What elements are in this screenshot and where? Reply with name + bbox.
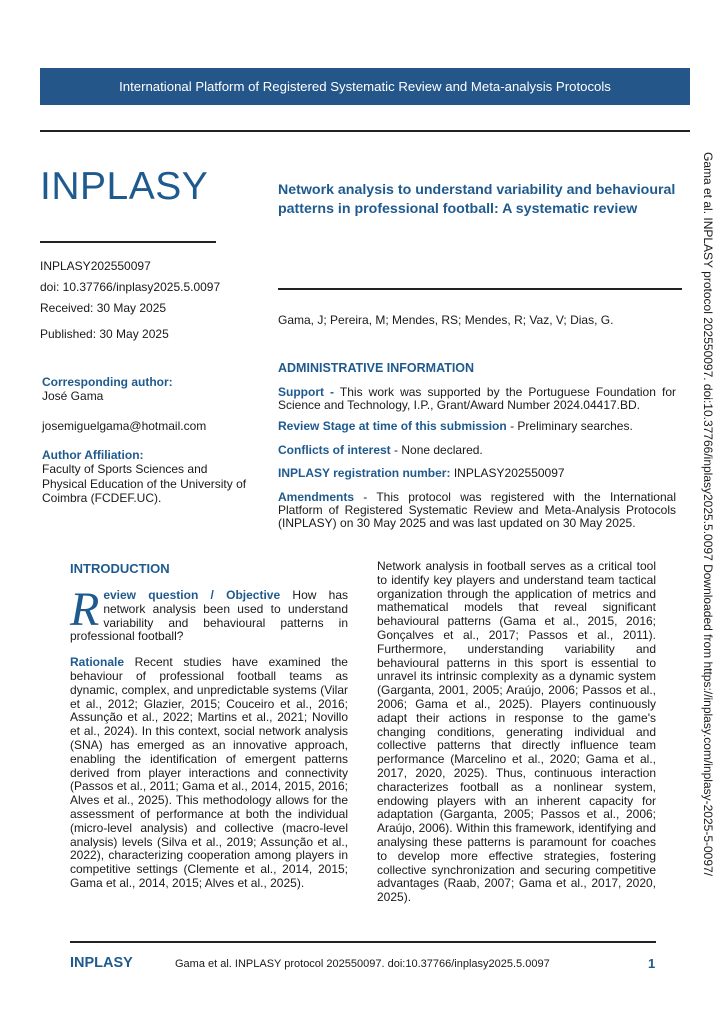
registration-label: INPLASY registration number: (278, 466, 451, 480)
conflicts (278, 444, 676, 457)
page-number: 1 (648, 956, 656, 971)
conflicts-label: Conflicts of interest (278, 443, 391, 457)
doi[interactable]: doi: 10.37766/inplasy2025.5.0097 (40, 280, 221, 294)
introduction-heading: INTRODUCTION (70, 561, 170, 576)
rationale-label: Rationale (70, 655, 125, 670)
drop-cap: R (70, 583, 100, 636)
review-question (70, 583, 349, 644)
protocol-id: INPLASY202550097 (40, 259, 151, 273)
review-question-label: eview question / Objective (103, 588, 281, 602)
support-label: Support - (278, 385, 335, 399)
review-text: - Preliminary searches. (510, 419, 633, 433)
affiliation-text: Faculty of Sports Sciences and Physical Education of the University of Coimbra (FCDEF.UC). (42, 462, 247, 505)
rationale (70, 656, 348, 891)
left-column (70, 583, 349, 891)
author-list: Gama, J; Pereira, M; Mendes, RS; Mendes, R; Vaz, V; Dias, G. (278, 313, 614, 327)
amendments-label: Amendments (278, 490, 355, 504)
registration-text: INPLASY202550097 (453, 466, 565, 480)
header-banner: International Platform of Registered Systematic Review and Meta-analysis Protocols (40, 68, 690, 105)
footer-citation: Gama et al. INPLASY protocol 202550097. doi:10.37766/inplasy2025.5.0097 (175, 958, 550, 970)
title-divider (278, 288, 682, 290)
published-date: Published: 30 May 2025 (40, 327, 169, 341)
support-text: This work was supported by the Portuguese Foundation for Science and Technology, I.P., Grant/Award Number 2024.04417.BD. (278, 385, 676, 413)
rationale-text: Recent studies have examined the behaviour of professional football teams as dynamic, complex, and unpredictable systems (Vilar et al., 2012; Glazier, 2015; Couceiro et al., 2016; Assunção et al., 2022; Martins et al., 2021; Novillo et al., 2024). In this context, social network analysis (SNA) has emerged as an innovative approach, enabling the identification of emergent patterns derived from player interactions and connectivity (Passos et al., 2011; Gama et al., 2014, 2015, 2016; Alves et al., 2025). This methodology allows for the assessment of performance at both the individual (micro-level analysis) and collective (macro-level analysis) levels (Silva et al., 2019; Assunção et al., 2022), characterizing cooperation among players in competitive settings (Clemente et al., 2014, 2015; Gama et al., 2014, 2015; Alves et al., 2025). (70, 655, 348, 890)
received-date: Received: 30 May 2025 (40, 301, 167, 315)
admin-heading: ADMINISTRATIVE INFORMATION (278, 361, 475, 375)
vertical-citation-text: Gama et al. INPLASY protocol 202550097. doi:10.37766/inplasy2025.5.0097 Downloaded from https://inplasy.com/inplasy-2025-5-0097/ (701, 152, 715, 877)
registration-number (278, 467, 676, 480)
top-divider (40, 130, 690, 132)
support-info (278, 386, 676, 412)
amendments (278, 491, 676, 531)
brand-logo: INPLASY (40, 165, 209, 208)
review-question-text: How has network analysis been used to understand variability and behavioural patterns in professional football? (70, 588, 349, 644)
paper-title: Network analysis to understand variability and behavioural patterns in professional football: A systematic review (278, 182, 676, 217)
right-column: Network analysis in football serves as a critical tool to identify key players and understand team tactical organization through the application of metrics and mathematical models that reveal significant behavioural patterns (Gama et al., 2015, 2016; Gonçalves et al., 2017; Passos et al., 2011). Furthermore, understanding variability and behavioural patterns in this sport is essential to unravel its intrinsic complexity as a dynamic system (Garganta, 2001, 2005; Araújo, 2006; Passos et al., 2006; Gama et al., 2025). Players continuously adapt their actions in response to the game's changing conditions, generating individual and collective patterns that directly influence team performance (Marcelino et al., 2020; Gama et al., 2017, 2020, 2025). Thus, continuous interaction characterizes football as a nonlinear system, endowing players with an inherent capacity for adaptation (Garganta, 2005; Passos et al., 2006; Araújo, 2006). Within this framework, identifying and analysing these patterns is paramount for coaches to develop more effective strategies, fostering collective synchronization and securing competitive advantages (Raab, 2007; Gama et al., 2017, 2020, 2025). (377, 559, 656, 905)
vertical-citation (700, 152, 720, 992)
review-stage (278, 420, 676, 433)
corresponding-author-name: José Gama (42, 389, 104, 403)
amendments-text: - This protocol was registered with the International Platform of Registered Systematic Review and Meta-Analysis Protocols (INPLASY) on 30 May 2025 and was last updated on 30 May 2025. (278, 490, 676, 531)
brand-divider (40, 241, 216, 243)
affiliation-label: Author Affiliation: (42, 448, 144, 462)
review-label: Review Stage at time of this submission (278, 419, 507, 433)
footer-divider (70, 941, 656, 943)
corresponding-author-label: Corresponding author: (42, 375, 173, 389)
conflicts-text: - None declared. (394, 443, 483, 457)
footer-brand: INPLASY (70, 955, 133, 971)
corresponding-author-email[interactable]: josemiguelgama@hotmail.com (42, 419, 207, 433)
